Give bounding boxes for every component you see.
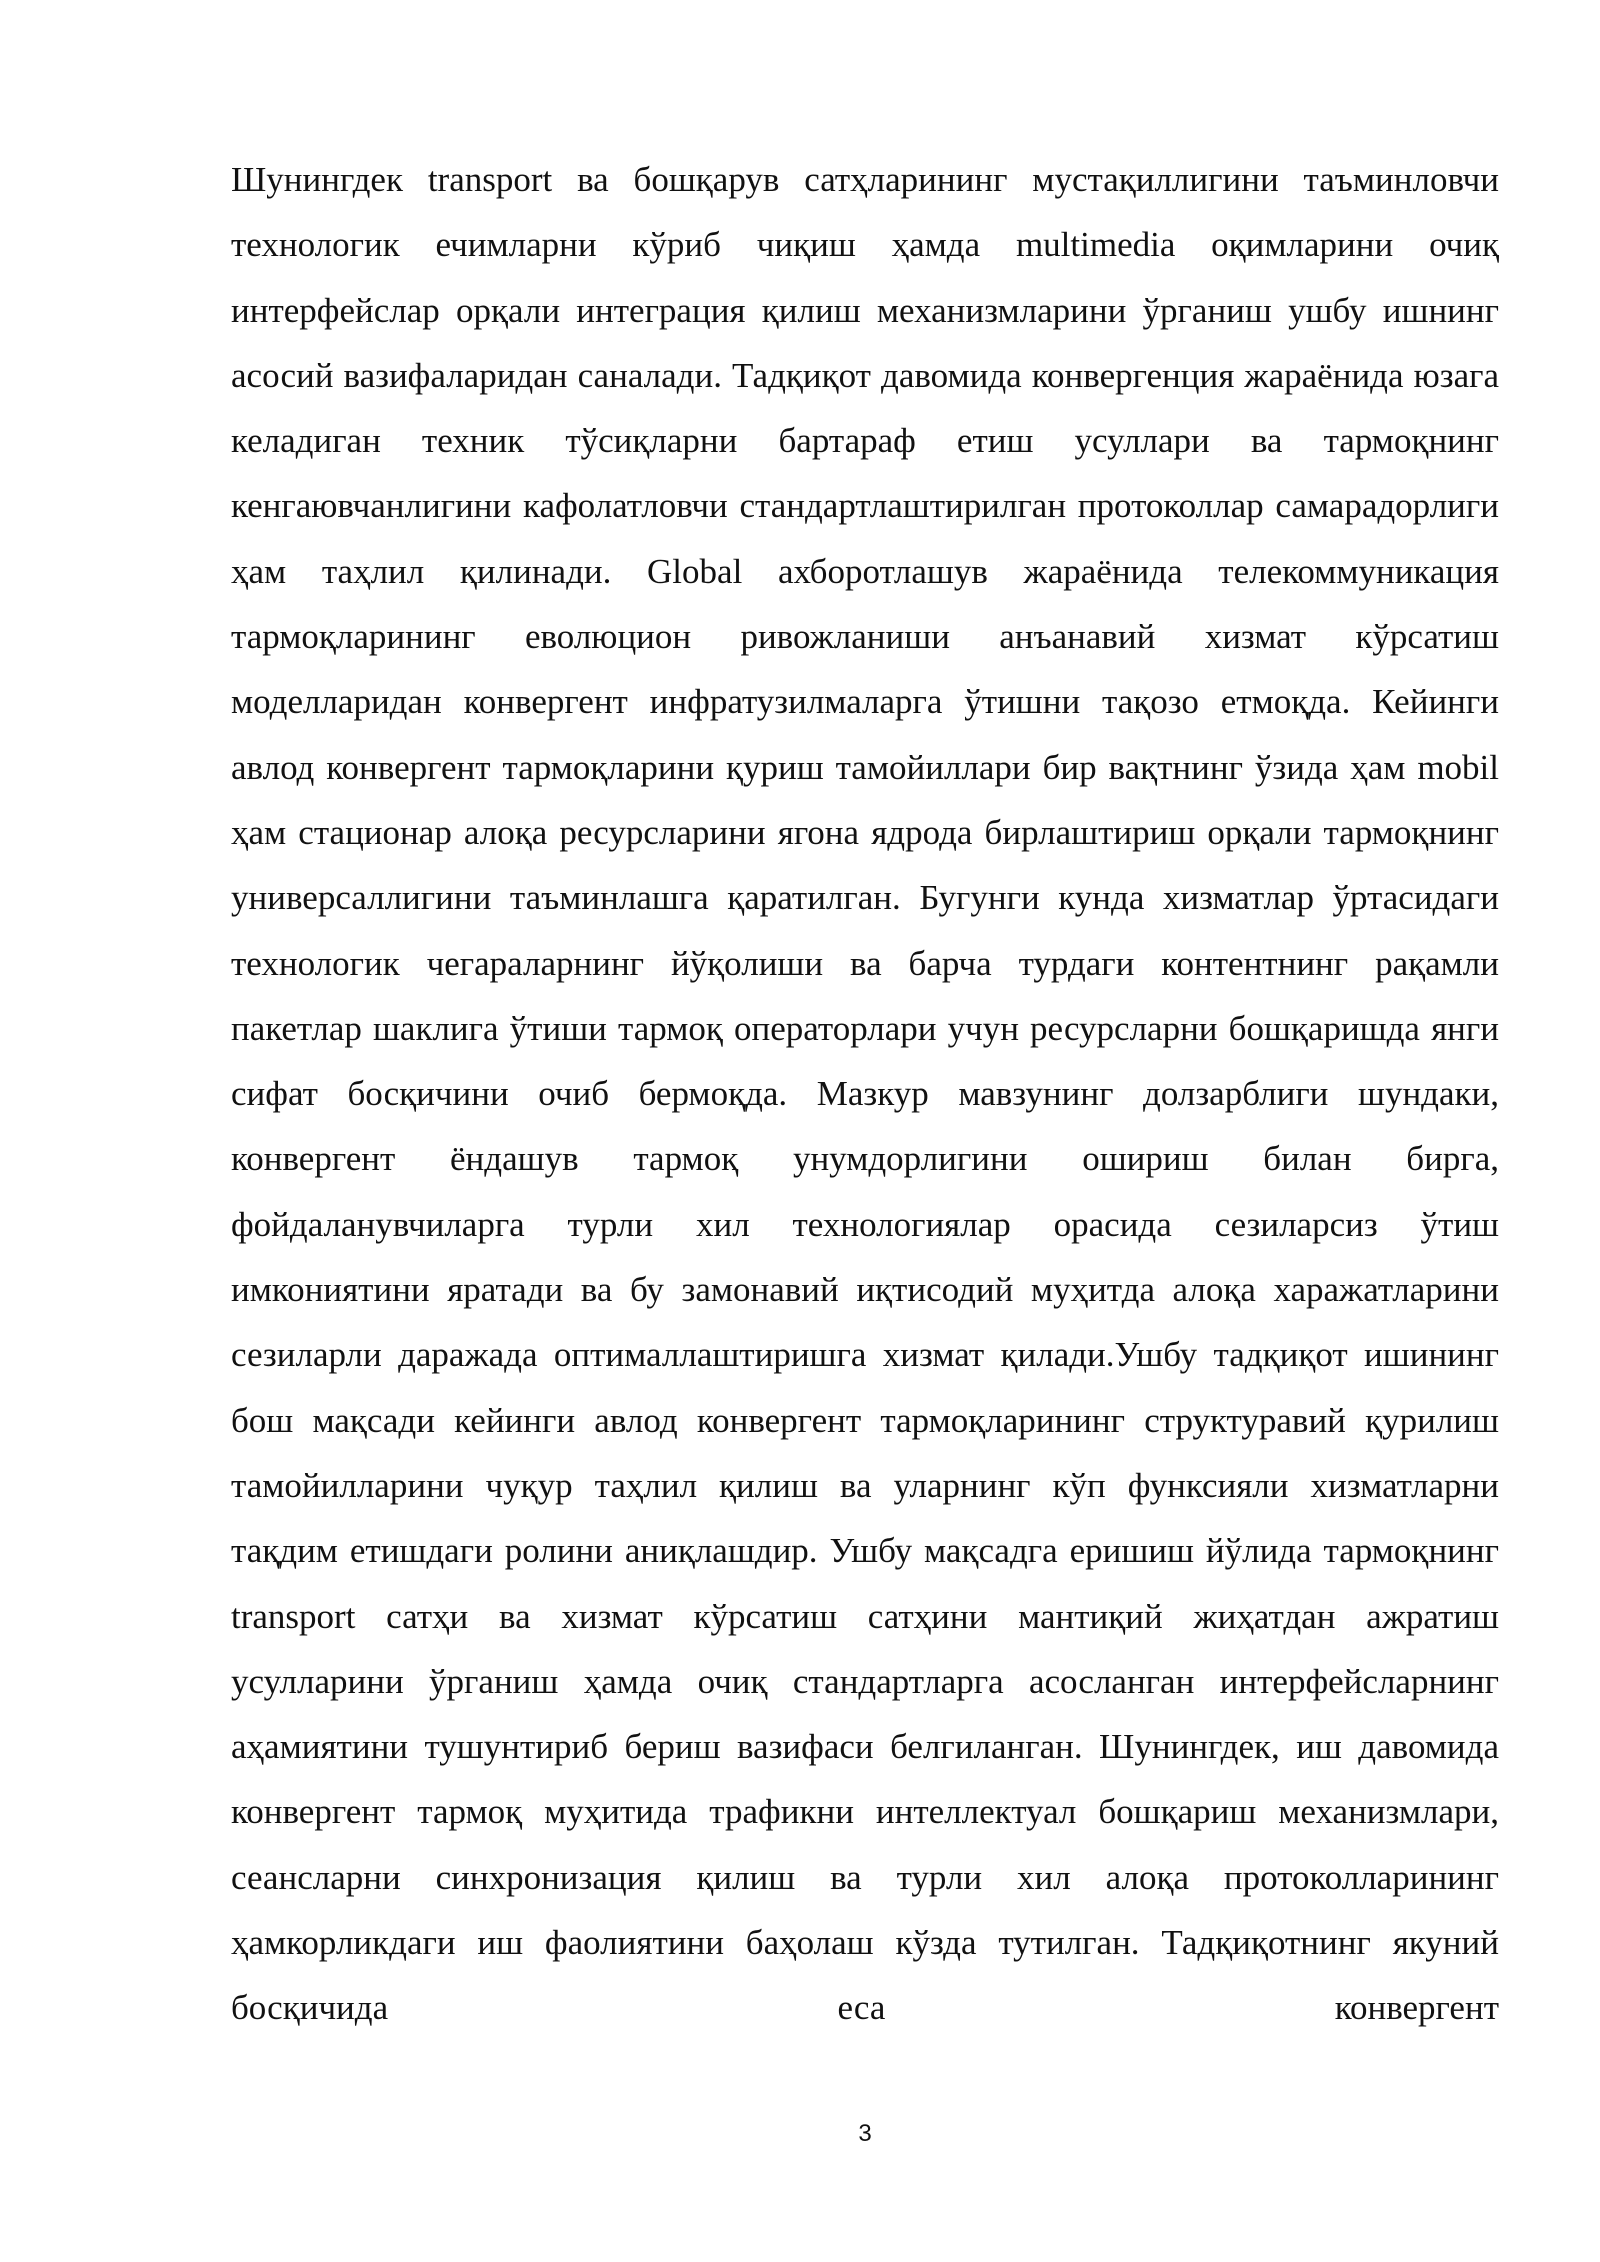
body-paragraph: Шунингдек transport ва бошқарув сатҳларининг мустақиллигини таъминловчи технологик ечимларни кўриб чиқиш ҳамда multimedia оқимларини очиқ интерфейслар орқали интеграция қилиш механизмларини ўрганиш ушбу ишнинг асосий вазифаларидан саналади. Тадқиқот давомида конвергенция жараёнида юзага келадиган техник тўсиқларни бартараф етиш усуллари ва тармоқнинг кенгаювчанлигини кафолатловчи стандартлаштирилган протоколлар самарадорлиги ҳам таҳлил қилинади. Global ахборотлашув жараёнида телекоммуникация тармоқларининг еволюцион ривожланиши анъанавий хизмат кўрсатиш моделларидан конвергент инфратузилмаларга ўтишни тақозо етмоқда. Кейинги авлод конвергент тармоқларини қуриш тамойиллари бир вақтнинг ўзида ҳам mobil ҳам стационар алоқа ресурсларини ягона ядрода бирлаштириш орқали тармоқнинг универсаллигини таъминлашга қаратилган. Бугунги кунда хизматлар ўртасидаги технологик чегараларнинг йўқолиши ва барча турдаги контентнинг рақамли пакетлар шаклига ўтиши тармоқ операторлари учун ресурсларни бошқаришда янги сифат босқичини очиб бермоқда. Мазкур мавзунинг долзарблиги шундаки, конвергент ёндашув тармоқ унумдорлигини ошириш билан бирга, фойдаланувчиларга турли хил технологиялар орасида сезиларсиз ўтиш имкониятини яратади ва бу замонавий иқтисодий муҳитда алоқа харажатларини сезиларли даражада оптималлаштиришга хизмат қилади.Ушбу тадқиқот ишининг бош мақсади кейинги авлод конвергент тармоқларининг структуравий қурилиш тамойилларини чуқур таҳлил қилиш ва уларнинг кўп функсияли хизматларни тақдим етишдаги ролини аниқлашдир. Ушбу мақсадга еришиш йўлида тармоқнинг transport сатҳи ва хизмат кўрсатиш сатҳини мантиқий жиҳатдан ажратиш усулларини ўрганиш ҳамда очиқ стандартларга асосланган интерфейсларнинг аҳамиятини тушунтириб бериш вазифаси белгиланган. Шунингдек, иш давомида конвергент тармоқ муҳитида трафикни интеллектуал бошқариш механизмлари, сеансларни синхронизация қилиш ва турли хил алоқа протоколларининг ҳамкорликдаги иш фаолиятини баҳолаш кўзда тутилган. Тадқиқотнинг якуний босқичида еса конвергент [231, 160, 1499, 2028]
page-number: 3 [858, 2120, 872, 2147]
